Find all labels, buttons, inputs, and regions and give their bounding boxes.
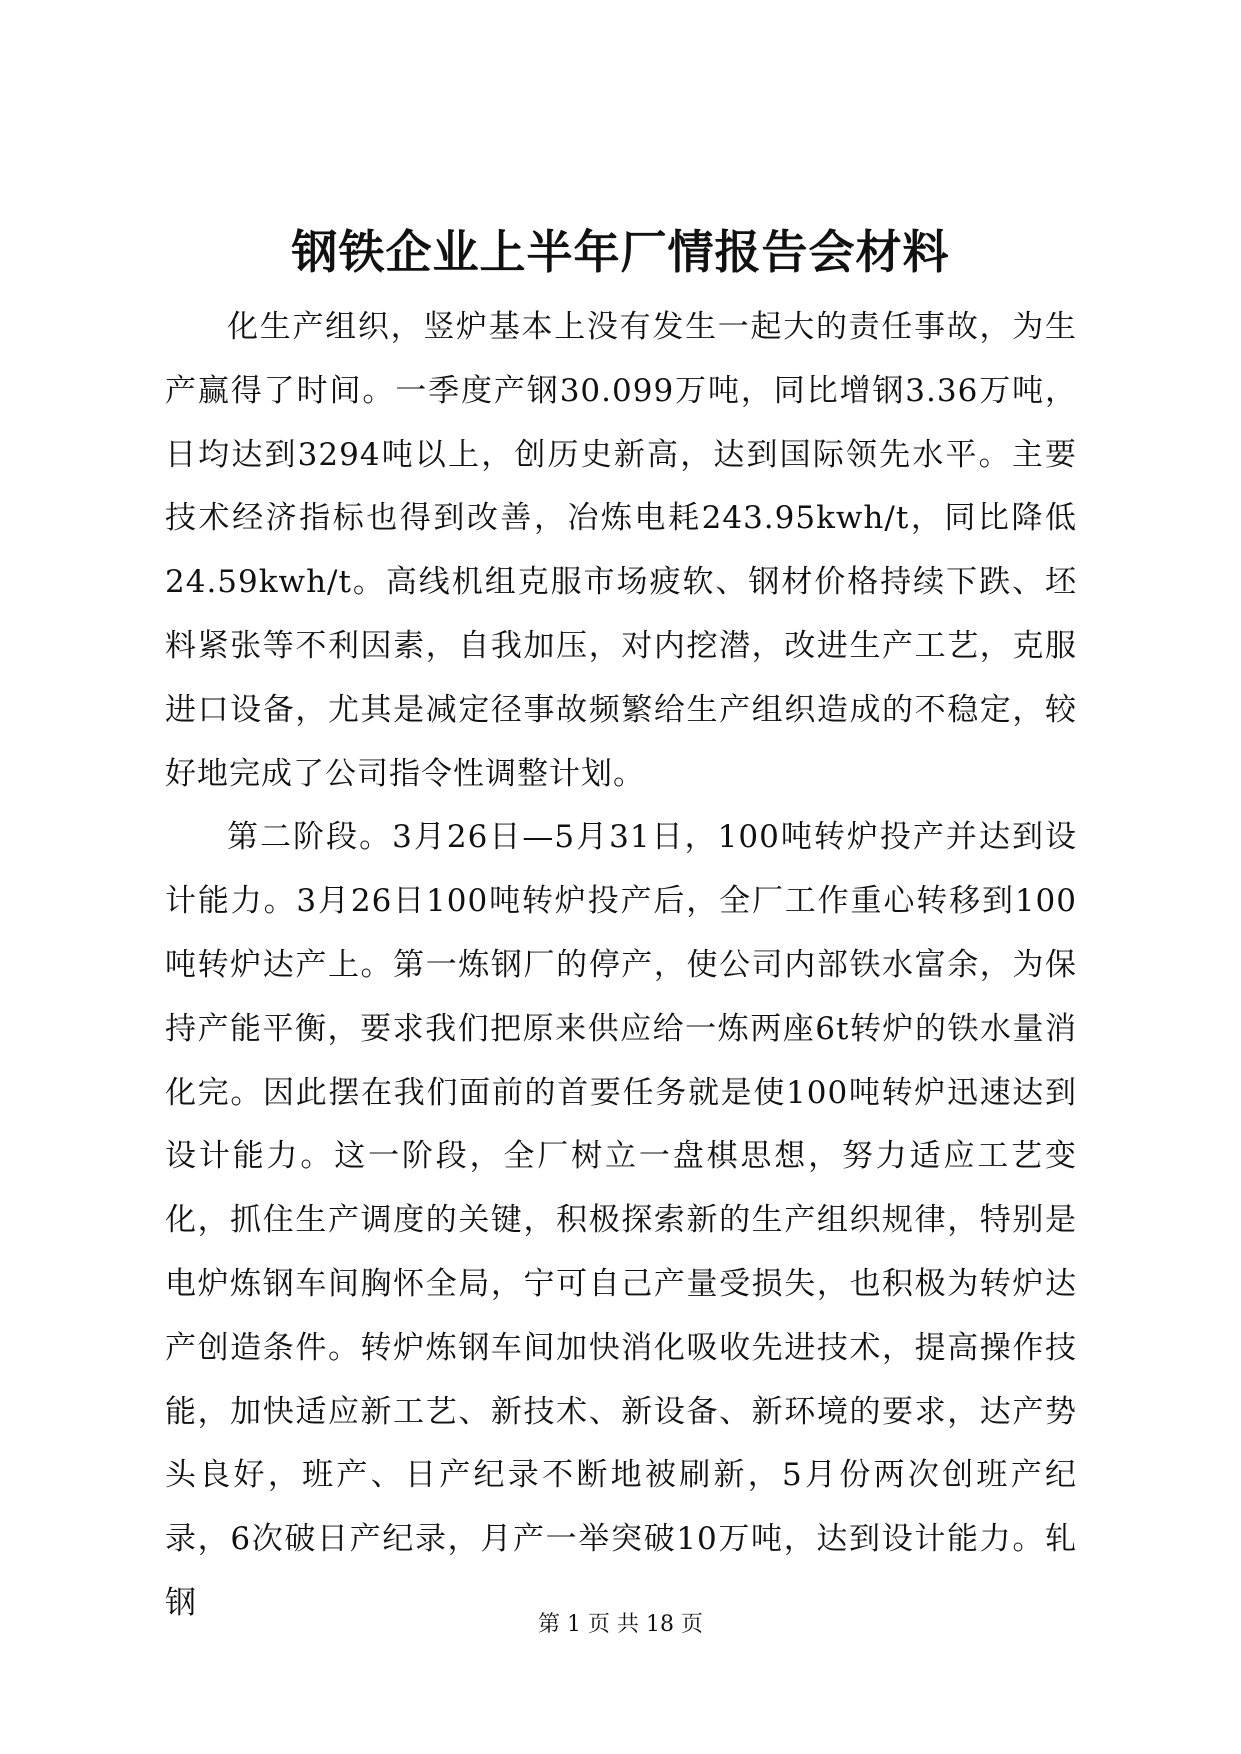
paragraph-1: 化生产组织，竖炉基本上没有发生一起大的责任事故，为生产赢得了时间。一季度产钢30.099万吨，同比增钢3.36万吨，日均达到3294吨以上，创历史新高，达到国际领先水平。主要技术经济指标也得到改善，冶炼电耗243.95kwh/t，同比降低24.59kwh/t。高线机组克服市场疲软、钢材价格持续下跌、坯料紧张等不利因素，自我加压，对内挖潜，改进生产工艺，克服进口设备，尤其是减定径事故频繁给生产组织造成的不稳定，较好地完成了公司指令性调整计划。 — [165, 309, 1077, 792]
paragraph-2: 第二阶段。3月26日—5月31日，100吨转炉投产并达到设计能力。3月26日100吨转炉投产后，全厂工作重心转移到100吨转炉达产上。第一炼钢厂的停产，使公司内部铁水富余，为保持产能平衡，要求我们把原来供应给一炼两座6t转炉的铁水量消化完。因此摆在我们面前的首要任务就是使100吨转炉迅速达到设计能力。这一阶段，全厂树立一盘棋思想，努力适应工艺变化，抓住生产调度的关键，积极探索新的生产组织规律，特别是电炉炼钢车间胸怀全局，宁可自己产量受损失，也积极为转炉达产创造条件。转炉炼钢车间加快消化吸收先进技术，提高操作技能，加快适应新工艺、新技术、新设备、新环境的要求，达产势头良好，班产、日产纪录不断地被刷新，5月份两次创班产纪录，6次破日产纪录，月产一举突破10万吨，达到设计能力。轧钢 — [165, 819, 1077, 1621]
document-body — [165, 296, 1077, 1636]
document-title: 钢铁企业上半年厂情报告会材料 — [291, 225, 950, 279]
page-number-footer: 第 1 页 共 18 页 — [538, 1612, 703, 1637]
